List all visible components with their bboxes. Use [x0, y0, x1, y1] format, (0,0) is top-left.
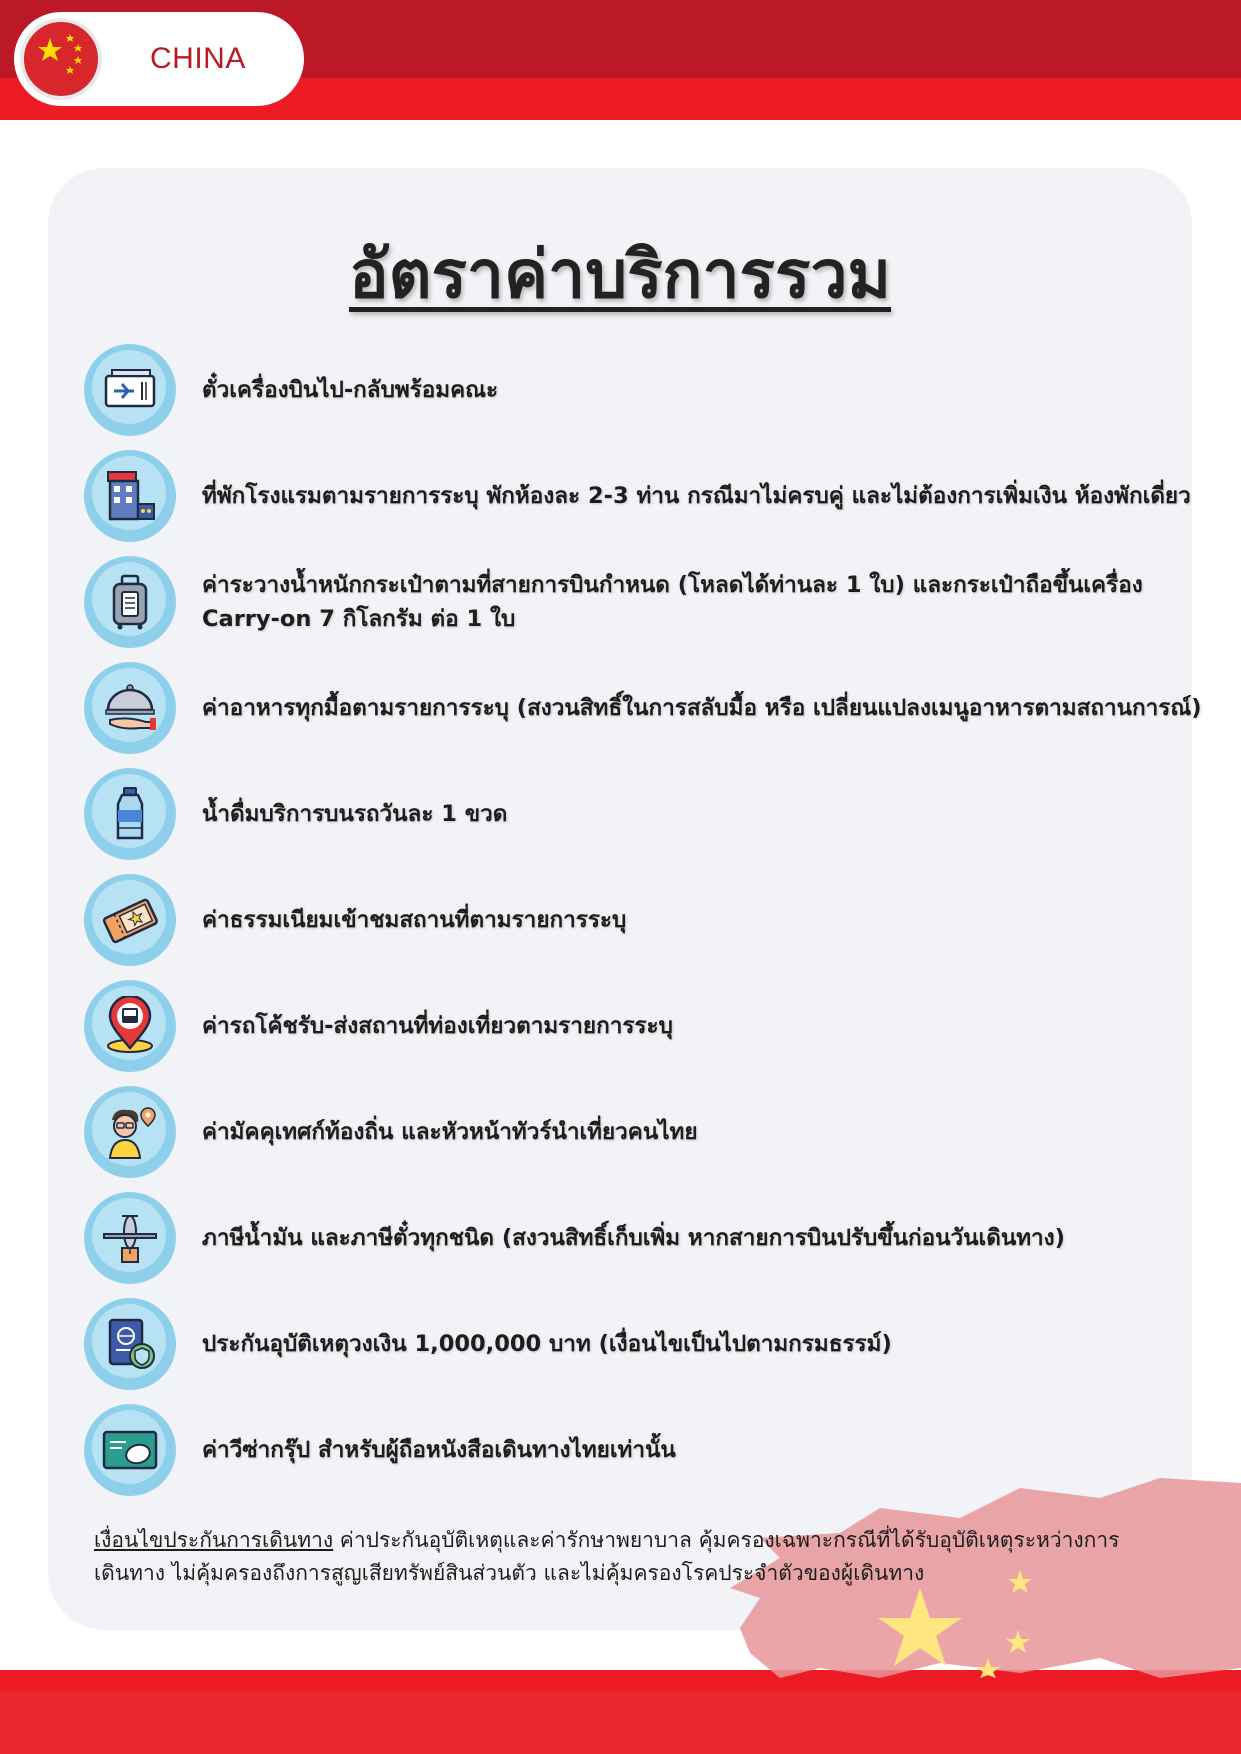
luggage-icon [84, 556, 176, 648]
china-flag-icon [20, 18, 102, 100]
item-text: ค่าระวางน้ำหนักกระเป๋าตามที่สายการบินกำหนด (โหลดได้ท่านละ 1 ใบ) และกระเป๋าถือขึ้นเครื่อง Carry-on 7 กิโลกรัม ต่อ 1 ใบ [202, 572, 1143, 632]
item-text: ค่ารถโค้ชรับ-ส่งสถานที่ท่องเที่ยวตามรายการระบุ [202, 1013, 673, 1039]
list-item [84, 874, 1184, 966]
air-cargo-icon [84, 1192, 176, 1284]
item-text: ค่ามัคคุเทศก์ท้องถิ่น และหัวหน้าทัวร์นำเที่ยวคนไทย [202, 1119, 698, 1145]
country-label: CHINA [150, 42, 246, 75]
water-bottle-icon [84, 768, 176, 860]
list-item [84, 344, 1184, 436]
page-title: อัตราค่าบริการรวม [348, 236, 892, 313]
admission-ticket-icon [84, 874, 176, 966]
insurance-note [94, 1524, 1154, 1590]
list-item [84, 1086, 1184, 1178]
list-item [84, 768, 1184, 860]
list-item [84, 556, 1184, 648]
hotel-icon [84, 450, 176, 542]
item-text: น้ำดื่มบริการบนรถวันละ 1 ขวด [202, 801, 508, 827]
list-item [84, 1192, 1184, 1284]
item-text: ประกันอุบัติเหตุวงเงิน 1,000,000 บาท (เงื่อนไขเป็นไปตามกรมธรรม์) [202, 1331, 892, 1357]
item-text: ตั๋วเครื่องบินไป-กลับพร้อมคณะ [202, 377, 499, 403]
insurance-note-label: เงื่อนไขประกันการเดินทาง [94, 1528, 334, 1552]
airplane-ticket-icon [84, 344, 176, 436]
travel-insurance-icon [84, 1298, 176, 1390]
tour-guide-icon [84, 1086, 176, 1178]
item-text: ภาษีน้ำมัน และภาษีตั๋วทุกชนิด (สงวนสิทธิ์เก็บเพิ่ม หากสายการบินปรับขึ้นก่อนวันเดินทาง) [202, 1225, 1065, 1251]
list-item [84, 980, 1184, 1072]
item-text: ที่พักโรงแรมตามรายการระบุ พักห้องละ 2-3 ท่าน กรณีมาไม่ครบคู่ และไม่ต้องการเพิ่มเงิน ห้องพักเดี่ยว [202, 483, 1191, 509]
insurance-note-text: ค่าประกันอุบัติเหตุและค่ารักษาพยาบาล คุ้มครองเฉพาะกรณีที่ได้รับอุบัติเหตุระหว่างการเดินทาง ไม่คุ้มครองถึงการสูญเสียทรัพย์สินส่วนตัว และไม่คุ้มครองโรคประจำตัวของผู้เดินทาง [94, 1528, 1120, 1585]
item-text: ค่าอาหารทุกมื้อตามรายการระบุ (สงวนสิทธิ์ในการสลับมื้อ หรือ เปลี่ยนแปลงเมนูอาหารตามสถานการณ์) [202, 695, 1202, 721]
food-cloche-icon [84, 662, 176, 754]
footer-band [0, 1692, 1241, 1754]
item-text: ค่าวีซ่ากรุ๊ป สำหรับผู้ถือหนังสือเดินทางไทยเท่านั้น [202, 1437, 676, 1463]
list-item [84, 1298, 1184, 1390]
list-item [84, 662, 1202, 754]
list-item [84, 450, 1191, 542]
item-text: ค่าธรรมเนียมเข้าชมสถานที่ตามรายการระบุ [202, 907, 627, 933]
bus-location-icon [84, 980, 176, 1072]
country-badge [14, 12, 304, 106]
visa-icon [84, 1404, 176, 1496]
